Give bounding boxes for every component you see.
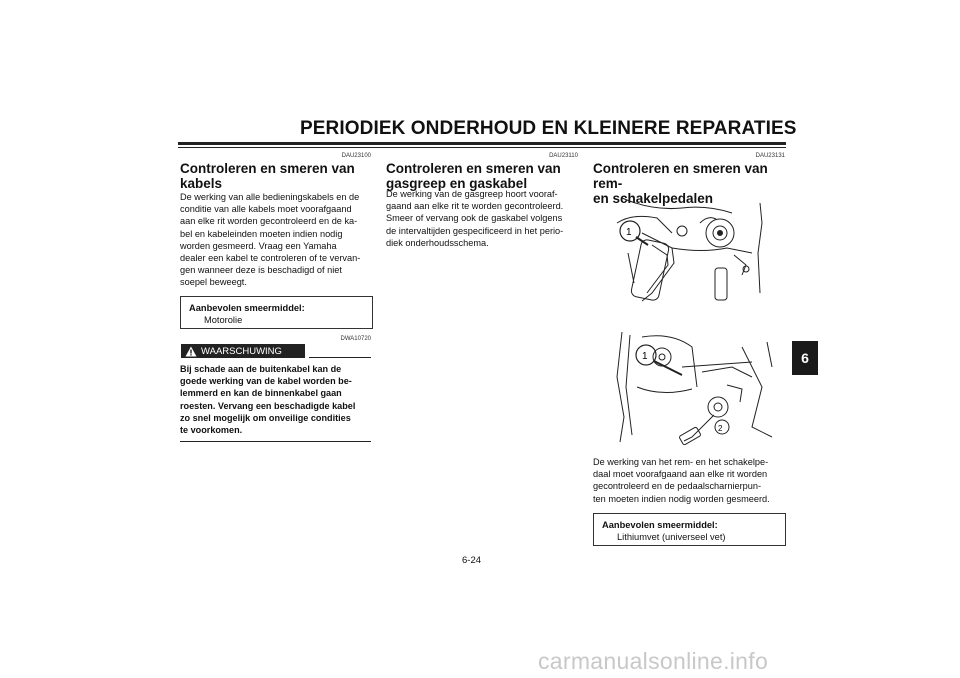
section-code: DAU23100	[341, 153, 371, 159]
warning-rule-top	[309, 357, 371, 358]
warning-label: WAARSCHUWING	[201, 345, 282, 357]
lubricant-box-pedalen	[593, 513, 786, 546]
svg-text:1: 1	[642, 351, 648, 362]
lubricant-value: Motorolie	[204, 315, 243, 325]
lubricant-title: Aanbevolen smeermiddel:	[189, 303, 305, 313]
section-heading-pedalen: Controleren en smeren van rem- en schakelpedalen	[593, 161, 768, 206]
lubricant-value: Lithiumvet (universeel vet)	[617, 532, 726, 542]
warning-rule-bottom	[180, 441, 371, 442]
section-heading-gasgreep: Controleren en smeren van gasgreep en gaskabel	[386, 161, 561, 191]
shift-pedal-illustration	[602, 327, 780, 445]
brake-pedal-illustration	[612, 193, 770, 313]
section-body-pedalen: De werking van het rem- en het schakelpe- daal moet voorafgaand aan elke rit worden gecontroleerd en de pedaalscharnierpun- ten moeten indien nodig worden gesmeerd.	[593, 457, 770, 504]
lubricant-box-kabels	[180, 296, 373, 329]
svg-text:1: 1	[626, 227, 632, 238]
page-header-title: PERIODIEK ONDERHOUD EN KLEINERE REPARATIES	[300, 118, 797, 139]
warning-text: Bij schade aan de buitenkabel kan de goede werking van de kabel worden be- lemmerd en kan de binnenkabel gaan roesten. Vervang een beschadigde kabel zo snel mogelijk om onveilige condities te voorkomen.	[180, 364, 356, 436]
page-number: 6-24	[462, 555, 482, 566]
section-body-kabels: De werking van alle bedieningskabels en de conditie van alle kabels moet voorafgaand aan elke rit worden gecontroleerd en de ka- bel en kabeleinden moeten indien nodig worden gesmeerd. Vraag een Yamaha dealer een kabel te controleren of te vervan- gen wanneer deze is beschadigd of niet soepel beweegt.	[180, 192, 361, 288]
header-rule-thin	[178, 147, 786, 148]
chapter-tab: 6	[792, 341, 818, 375]
section-heading-kabels: Controleren en smeren van kabels	[180, 161, 355, 191]
warning-icon	[185, 346, 197, 357]
header-rule	[178, 142, 786, 145]
section-body-gasgreep: De werking van de gasgreep hoort vooraf- gaand aan elke rit te worden gecontroleerd. Smeer of vervang ook de gaskabel volgens de intervaltijden gespecificeerd in het perio- diek onderhoudsschema.	[386, 189, 564, 248]
section-code: DAU23131	[755, 153, 785, 159]
svg-text:2: 2	[718, 424, 723, 433]
warning-badge	[181, 344, 305, 358]
lubricant-title: Aanbevolen smeermiddel:	[602, 520, 718, 530]
watermark: carmanualsonline.info	[538, 648, 769, 674]
section-code: DAU23110	[549, 153, 578, 159]
warning-code: DWA10720	[340, 336, 371, 342]
